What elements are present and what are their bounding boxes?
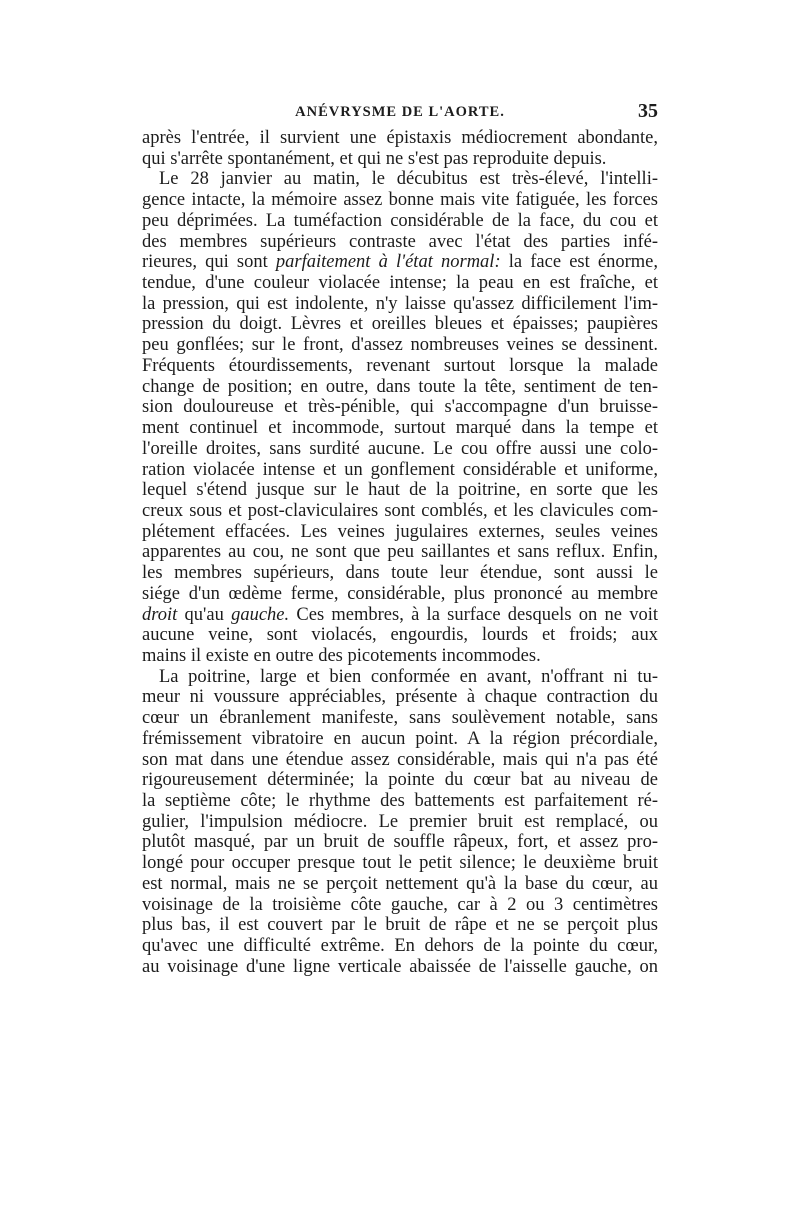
italic-emphasis: gauche. [231,604,290,625]
text-run: rieures, qui sont [142,252,276,273]
text-run: la face est énorme, [500,252,658,273]
italic-emphasis: parfaitement à l'état normal: [275,252,501,273]
text-line [142,605,658,626]
text-line: ration violacée intense et un gonflement considérable et uniforme, [142,459,658,480]
text-line: qui s'arrête spontanément, et qui ne s'est pas reproduite depuis. [142,148,607,169]
paragraph-start-line: La poitrine, large et bien conformée en avant, n'offrant ni tu- [159,666,658,687]
text-line: meur ni voussure appréciables, présente à chaque contraction du [142,687,658,708]
text-line: gulier, l'impulsion médiocre. Le premier bruit est remplacé, ou [142,811,658,832]
text-line: peu gonflées; sur le front, d'assez nombreuses veines se dessinent. [142,335,658,356]
text-body [142,128,658,977]
text-line: cœur un ébranlement manifeste, sans soulèvement notable, sans [142,708,658,729]
text-line: au voisinage d'une ligne verticale abaissée de l'aisselle gauche, on [142,956,658,977]
text-line: plutôt masqué, par un bruit de souffle râpeux, fort, et assez pro- [142,832,658,853]
text-line: gence intacte, la mémoire assez bonne mais vite fatiguée, les forces [142,190,658,211]
text-line: tendue, d'une couleur violacée intense; la peau en est fraîche, et [142,273,658,294]
text-line: qu'avec une difficulté extrême. En dehors de la pointe du cœur, [142,936,658,957]
text-line: rigoureusement déterminée; la pointe du cœur bat au niveau de [142,770,658,791]
text-line: voisinage de la troisième côte gauche, car à 2 ou 3 centimètres [142,894,658,915]
text-line: ment continuel et incommode, surtout marqué dans la tempe et [142,418,658,439]
text-run: Ces membres, à la surface desquels on ne voit [289,604,658,625]
text-line: la septième côte; le rhythme des battements est parfaitement ré- [142,791,658,811]
paragraph-start-line: Le 28 janvier au matin, le décubitus est très-élevé, l'intelli- [159,169,658,190]
text-run: qu'au [177,604,232,625]
text-line: apparentes au cou, ne sont que peu saillantes et sans reflux. Enfin, [142,542,658,563]
text-line: creux sous et post-claviculaires sont comblés, et les clavicules com- [142,500,658,521]
running-head [142,100,658,124]
text-line: longé pour occuper presque tout le petit silence; le deuxième bruit [142,853,658,874]
text-line: l'oreille droites, sans surdité aucune. Le cou offre aussi une colo- [142,438,658,459]
text-line: après l'entrée, il survient une épistaxis médiocrement abondante, [142,128,658,148]
text-line: aucune veine, sont violacés, engourdis, lourds et froids; aux [142,625,658,646]
text-line: plus bas, il est couvert par le bruit de râpe et ne se perçoit plus [142,915,658,936]
text-line: change de position; en outre, dans toute la tête, sentiment de ten- [142,376,658,397]
text-line [142,252,658,273]
text-line: pression du doigt. Lèvres et oreilles bleues et épaisses; paupières [142,314,658,335]
text-line: son mat dans une étendue assez considérable, mais qui n'a pas été [142,749,658,770]
text-line: les membres supérieurs, dans toute leur étendue, sont aussi le [142,563,658,584]
italic-emphasis: droit [142,604,178,625]
text-line: mains il existe en outre des picotements incommodes. [142,645,541,666]
text-line: la pression, qui est indolente, n'y laisse qu'assez difficilement l'im- [142,293,658,314]
text-line: est normal, mais ne se perçoit nettement qu'à la base du cœur, au [142,873,658,894]
page-number: 35 [638,100,658,122]
text-line: plétement effacées. Les veines jugulaires externes, seules veines [142,521,658,542]
text-line: siége d'un œdème ferme, considérable, plus prononcé au membre [142,583,658,604]
text-line: sion douloureuse et très-pénible, qui s'accompagne d'un bruisse- [142,397,658,418]
text-line: des membres supérieurs contraste avec l'état des parties infé- [142,231,658,252]
running-title: ANÉVRYSME DE L'AORTE. [295,104,505,120]
text-line: Fréquents étourdissements, revenant surtout lorsque la malade [142,355,658,376]
text-line: frémissement vibratoire en aucun point. A la région précordiale, [142,728,658,749]
text-line: peu déprimées. La tuméfaction considérable de la face, du cou et [142,210,658,231]
text-line: lequel s'étend jusque sur le haut de la poitrine, en sorte que les [142,480,658,501]
